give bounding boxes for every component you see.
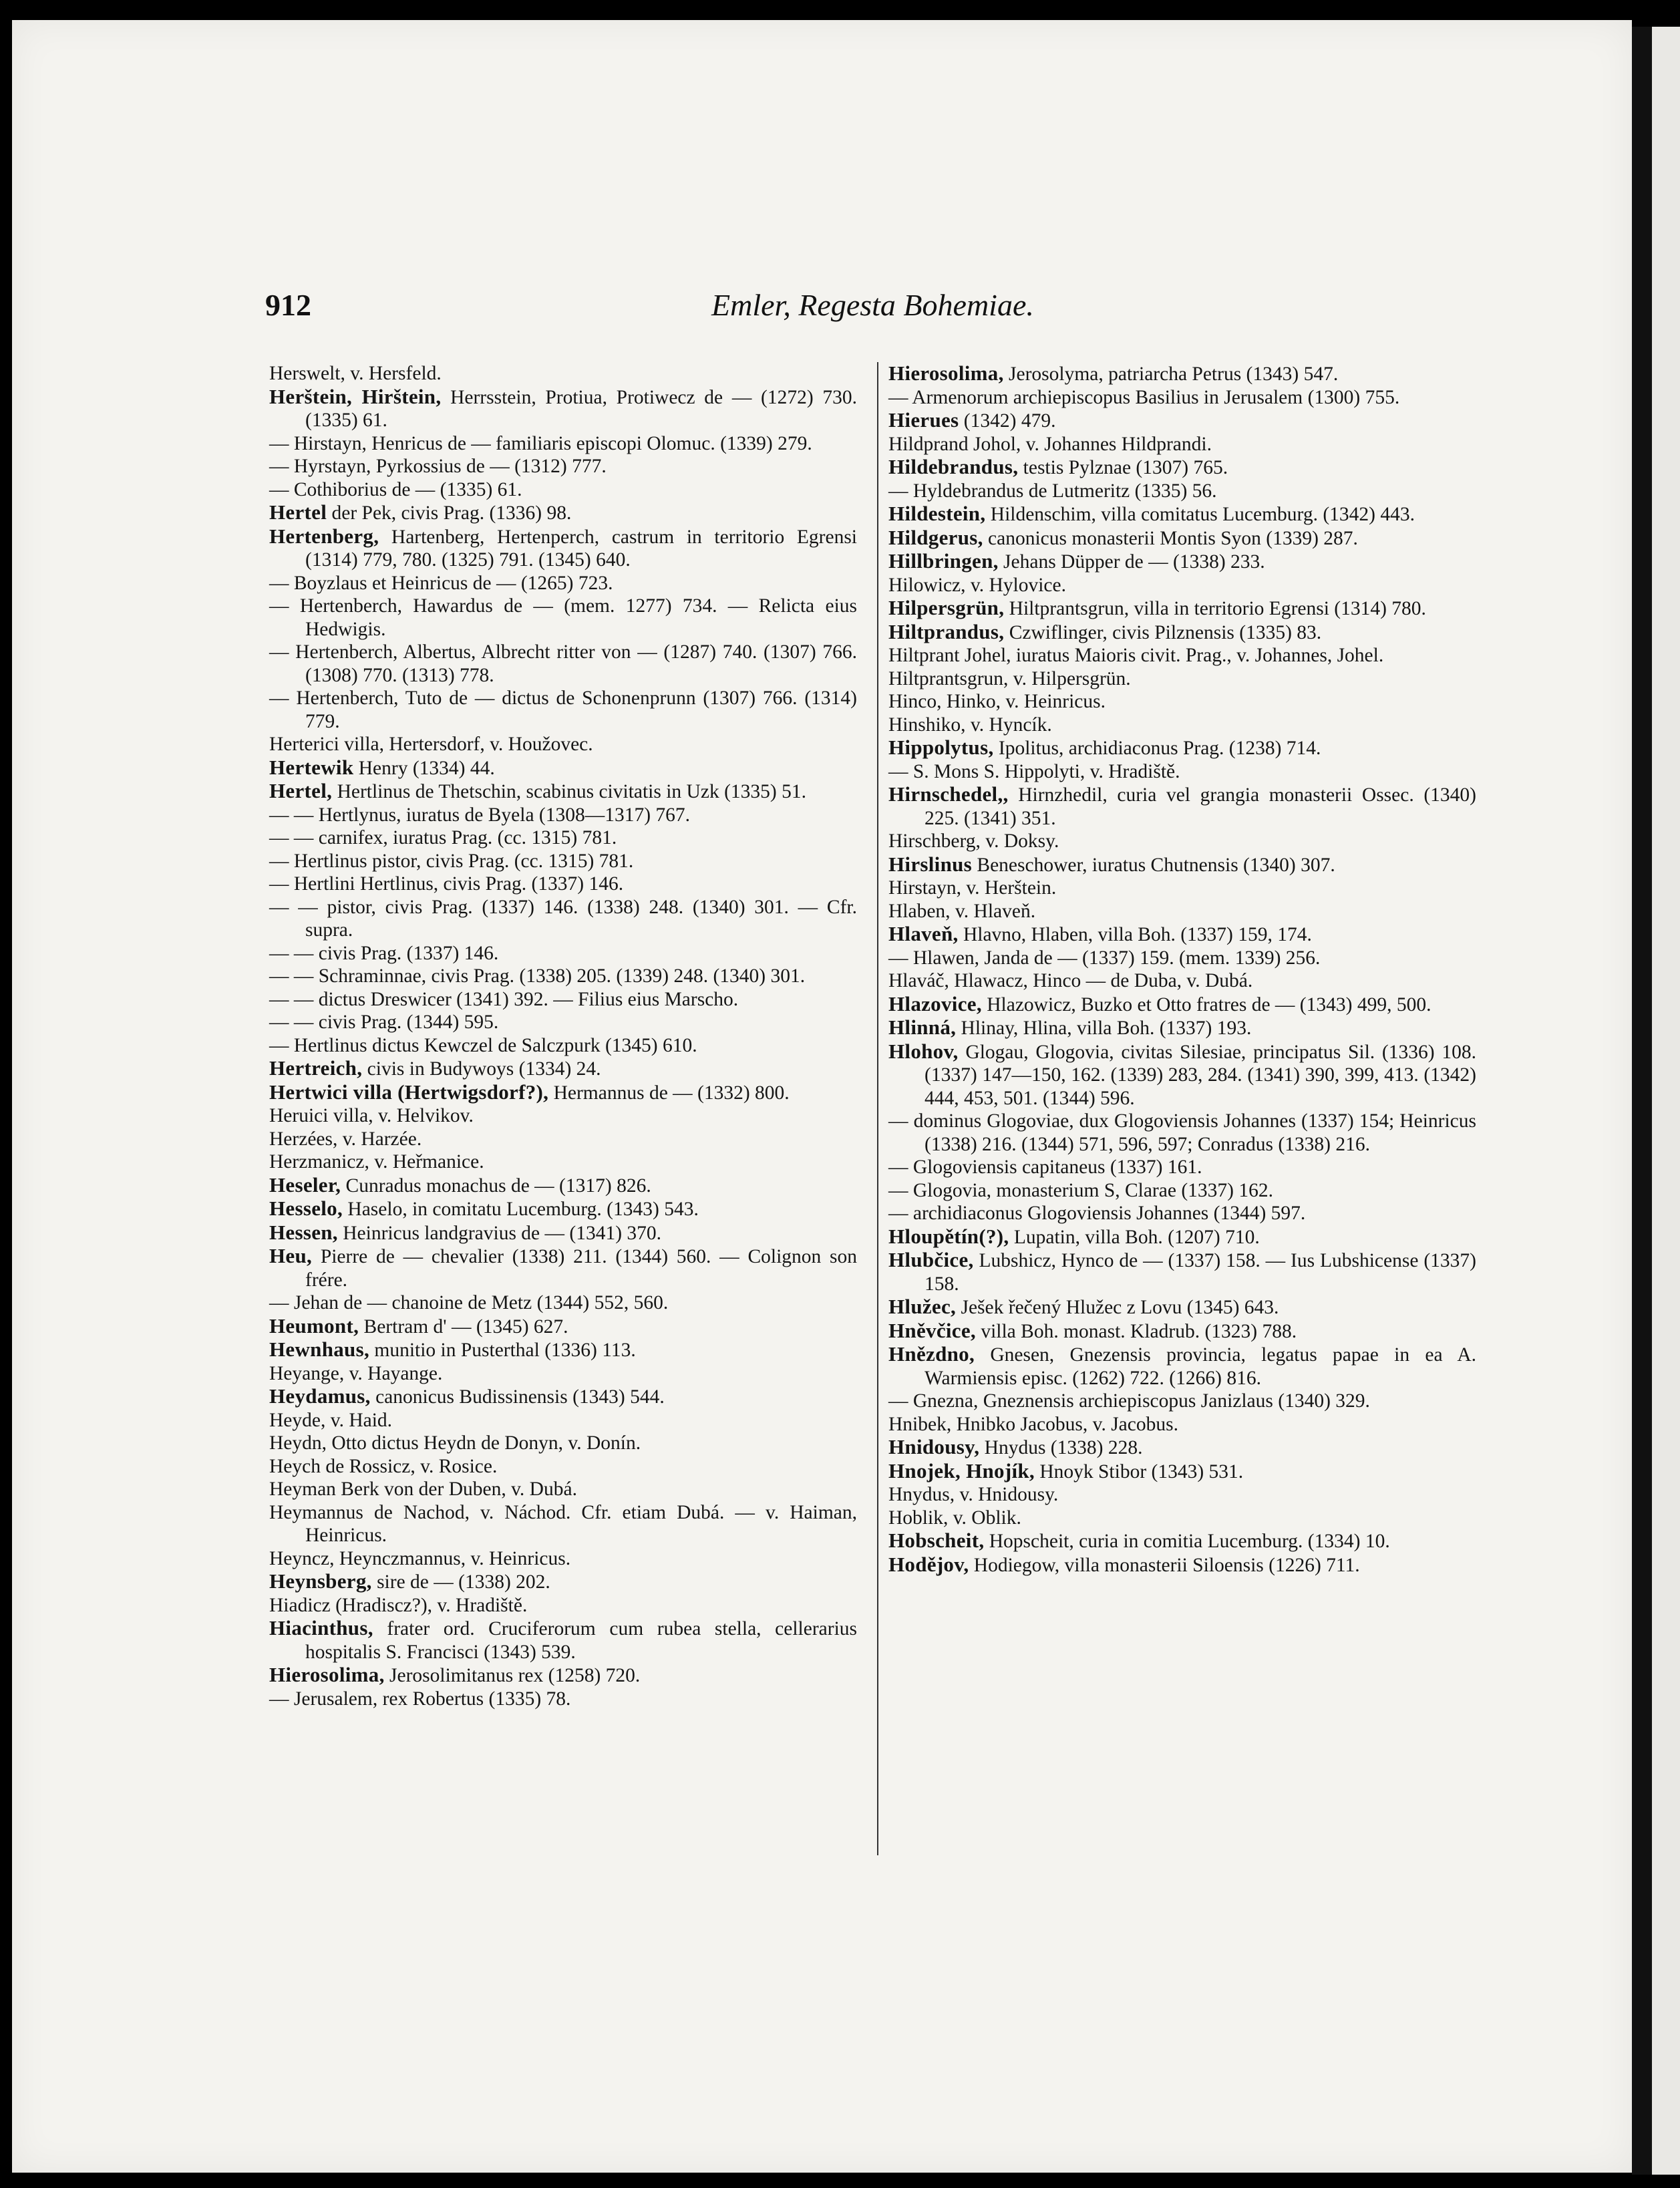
index-entry bbox=[269, 942, 857, 965]
entry-headword: Hillbringen, bbox=[888, 549, 999, 573]
index-entry bbox=[888, 480, 1476, 503]
entry-text: Heinricus landgravius de — (1341) 370. bbox=[337, 1222, 662, 1244]
index-entry bbox=[888, 783, 1476, 830]
index-entry bbox=[269, 804, 857, 827]
index-entry bbox=[888, 1319, 1476, 1344]
entry-headword: Hippolytus, bbox=[888, 736, 994, 759]
entry-text: Hirschberg, v. Doksy. bbox=[888, 830, 1059, 852]
index-entry bbox=[888, 502, 1476, 526]
entry-text: Heruici villa, v. Helvikov. bbox=[269, 1105, 474, 1126]
entry-text: Hartenberg, Hertenperch, castrum in territorio Egrensi (1314) 779, 780. (1325) 791. (1345) 640. bbox=[305, 526, 857, 571]
entry-headword: Hlužec, bbox=[888, 1295, 957, 1318]
right-column bbox=[888, 362, 1476, 1577]
entry-text: Heyange, v. Hayange. bbox=[269, 1362, 443, 1384]
entry-text: Hiltprantsgrun, v. Hilpersgrün. bbox=[888, 667, 1131, 689]
entry-headword: Hildestein, bbox=[888, 502, 986, 525]
entry-text: Ipolitus, archidiaconus Prag. (1238) 714. bbox=[993, 738, 1321, 759]
index-entry bbox=[888, 969, 1476, 993]
entry-text: — Cothiborius de — (1335) 61. bbox=[269, 478, 522, 500]
entry-headword: Hertenberg, bbox=[269, 524, 379, 548]
index-entry bbox=[269, 896, 857, 942]
index-entry bbox=[269, 988, 857, 1011]
entry-text: Hnydus, v. Hnidousy. bbox=[888, 1484, 1059, 1505]
entry-text: — — civis Prag. (1344) 595. bbox=[269, 1011, 499, 1033]
index-entry bbox=[888, 362, 1476, 386]
adjacent-page-sliver bbox=[1652, 27, 1680, 2175]
entry-text: Herrsstein, Protiua, Protiwecz de — (1272) 730. (1335) 61. bbox=[305, 386, 857, 431]
entry-text: Glogau, Glogovia, civitas Silesiae, principatus Sil. (1336) 108. (1337) 147—150, 162. (1339) 283, 284. (1341) 390, 399, 413. (1342) 444, 453, 501. (1344) 596. bbox=[925, 1041, 1476, 1109]
index-entry bbox=[269, 780, 857, 804]
entry-headword: Hierosolima, bbox=[269, 1663, 385, 1686]
entry-text: canonicus Budissinensis (1343) 544. bbox=[370, 1386, 665, 1408]
entry-headword: Hiltprandus, bbox=[888, 619, 1005, 643]
entry-headword: Hlubčice, bbox=[888, 1248, 974, 1271]
entry-headword: Hilpersgrün, bbox=[888, 596, 1005, 619]
index-entry bbox=[269, 1104, 857, 1128]
index-entry bbox=[269, 1547, 857, 1571]
index-entry bbox=[269, 595, 857, 641]
entry-headword: Hewnhaus, bbox=[269, 1338, 369, 1361]
index-entry bbox=[269, 525, 857, 572]
entry-text: Ješek řečený Hlužec z Lovu (1345) 643. bbox=[956, 1297, 1279, 1318]
entry-text: Heyde, v. Haid. bbox=[269, 1409, 393, 1431]
entry-text: Hiltprant Johel, iuratus Maioris civit. Prag., v. Johannes, Johel. bbox=[888, 645, 1384, 666]
index-entry bbox=[888, 1413, 1476, 1436]
entry-text: Jerosolimitanus rex (1258) 720. bbox=[384, 1665, 641, 1686]
index-entry bbox=[888, 550, 1476, 574]
index-entry bbox=[888, 993, 1476, 1017]
index-entry bbox=[269, 1409, 857, 1432]
entry-text: villa Boh. monast. Kladrub. (1323) 788. bbox=[975, 1320, 1297, 1342]
entry-headword: Hloupětín(?), bbox=[888, 1224, 1009, 1248]
entry-text: munitio in Pusterthal (1336) 113. bbox=[369, 1340, 636, 1361]
entry-headword: Hierues bbox=[888, 408, 959, 432]
index-entry bbox=[269, 478, 857, 502]
entry-text: Hodiegow, villa monasterii Siloensis (1226) 711. bbox=[969, 1554, 1360, 1576]
entry-text: (1342) 479. bbox=[959, 410, 1056, 432]
entry-text: Hlinay, Hlina, villa Boh. (1337) 193. bbox=[956, 1018, 1252, 1039]
index-entry bbox=[269, 965, 857, 988]
index-entry bbox=[888, 574, 1476, 597]
index-entry bbox=[269, 1197, 857, 1221]
entry-headword: Hlinná, bbox=[888, 1015, 957, 1039]
entry-text: canonicus monasterii Montis Syon (1339) 287. bbox=[983, 527, 1358, 549]
index-entry bbox=[888, 409, 1476, 433]
entry-text: — Glogoviensis capitaneus (1337) 161. bbox=[888, 1156, 1202, 1178]
index-entry bbox=[888, 923, 1476, 947]
entry-headword: Hildgerus, bbox=[888, 525, 983, 549]
page-number: 912 bbox=[265, 288, 311, 322]
entry-text: Gnesen, Gnezensis provincia, legatus papae in ea A. Warmiensis episc. (1262) 722. (1266) 816. bbox=[925, 1344, 1476, 1389]
index-entry bbox=[269, 1594, 857, 1617]
entry-text: Hertlinus de Thetschin, scabinus civitatis in Uzk (1335) 51. bbox=[332, 781, 806, 802]
index-entry bbox=[269, 1362, 857, 1386]
entry-headword: Hertwici villa (Hertwigsdorf?), bbox=[269, 1080, 549, 1104]
entry-text: — Jehan de — chanoine de Metz (1344) 552, 560. bbox=[269, 1292, 669, 1313]
entry-text: — Glogovia, monasterium S, Clarae (1337) 162. bbox=[888, 1179, 1273, 1201]
page-header bbox=[265, 287, 1033, 327]
index-entry bbox=[888, 1483, 1476, 1507]
entry-text: der Pek, civis Prag. (1336) 98. bbox=[327, 502, 572, 524]
index-entry bbox=[888, 736, 1476, 760]
left-column bbox=[269, 362, 857, 1710]
running-title: Emler, Regesta Bohemiae. bbox=[711, 288, 1034, 322]
entry-text: — — pistor, civis Prag. (1337) 146. (1338) 248. (1340) 301. — Cfr. supra. bbox=[269, 896, 857, 941]
index-entry bbox=[269, 1455, 857, 1478]
entry-text: Hirstayn, v. Herštein. bbox=[888, 877, 1057, 899]
index-entry bbox=[888, 760, 1476, 784]
entry-text: Jerosolyma, patriarcha Petrus (1343) 547. bbox=[1003, 363, 1339, 385]
index-entry bbox=[888, 1343, 1476, 1390]
entry-text: — — civis Prag. (1337) 146. bbox=[269, 942, 499, 964]
entry-headword: Hildebrandus, bbox=[888, 455, 1019, 478]
entry-text: Heyncz, Heynczmannus, v. Heinricus. bbox=[269, 1547, 571, 1569]
entry-headword: Hessen, bbox=[269, 1220, 338, 1244]
entry-text: Hlaben, v. Hlaveň. bbox=[888, 900, 1036, 922]
entry-headword: Heydamus, bbox=[269, 1384, 371, 1408]
index-entry bbox=[269, 1150, 857, 1174]
index-entry bbox=[269, 1385, 857, 1409]
page-edge-shadow bbox=[1632, 27, 1652, 2175]
entry-headword: Hierosolima, bbox=[888, 361, 1004, 385]
entry-text: Herterici villa, Hertersdorf, v. Houžovec. bbox=[269, 734, 593, 755]
entry-text: Heych de Rossicz, v. Rosice. bbox=[269, 1455, 498, 1477]
index-entry bbox=[888, 1436, 1476, 1460]
entry-headword: Hertewik bbox=[269, 755, 354, 779]
entry-headword: Hertel, bbox=[269, 779, 333, 802]
index-entry bbox=[269, 1688, 857, 1711]
index-entry bbox=[269, 756, 857, 780]
index-entry bbox=[269, 1315, 857, 1339]
index-entry bbox=[888, 433, 1476, 456]
entry-text: Heymannus de Nachod, v. Náchod. Cfr. etiam Dubá. — v. Haiman, Heinricus. bbox=[269, 1501, 857, 1546]
index-entry bbox=[888, 1225, 1476, 1249]
entry-text: — — dictus Dreswicer (1341) 392. — Filius eius Marscho. bbox=[269, 988, 739, 1010]
entry-headword: Hiacinthus, bbox=[269, 1616, 373, 1639]
index-entry bbox=[888, 1202, 1476, 1225]
entry-text: frater ord. Cruciferorum cum rubea stella, cellerarius hospitalis S. Francisci (1343) 539. bbox=[305, 1618, 857, 1663]
entry-text: — S. Mons S. Hippolyti, v. Hradiště. bbox=[888, 760, 1180, 782]
column-divider bbox=[877, 362, 878, 1855]
entry-text: — — carnifex, iuratus Prag. (cc. 1315) 781. bbox=[269, 827, 617, 848]
index-entry bbox=[888, 1156, 1476, 1179]
index-entry bbox=[888, 1553, 1476, 1577]
index-entry bbox=[888, 1249, 1476, 1295]
index-entry bbox=[888, 667, 1476, 691]
entry-text: Hilowicz, v. Hylovice. bbox=[888, 574, 1066, 596]
index-entry bbox=[888, 1016, 1476, 1040]
index-entry bbox=[269, 1245, 857, 1291]
index-entry bbox=[269, 873, 857, 896]
entry-text: Hlazowicz, Buzko et Otto fratres de — (1343) 499, 500. bbox=[981, 993, 1432, 1015]
entry-text: — Hirstayn, Henricus de — familiaris episcopi Olomuc. (1339) 279. bbox=[269, 432, 812, 454]
index-entry bbox=[269, 850, 857, 873]
index-entry bbox=[888, 621, 1476, 645]
entry-text: Hnoyk Stibor (1343) 531. bbox=[1034, 1460, 1244, 1482]
entry-headword: Hnojek, Hnojík, bbox=[888, 1458, 1035, 1482]
index-entry bbox=[888, 386, 1476, 410]
index-entry bbox=[269, 641, 857, 687]
entry-text: — Hertlinus pistor, civis Prag. (cc. 1315) 781. bbox=[269, 850, 634, 872]
entry-text: Hoblik, v. Oblik. bbox=[888, 1507, 1021, 1529]
entry-text: — Hertenberch, Hawardus de — (mem. 1277) 734. — Relicta eius Hedwigis. bbox=[269, 595, 857, 640]
entry-text: Hlavno, Hlaben, villa Boh. (1337) 159, 174. bbox=[958, 924, 1312, 945]
index-entry bbox=[269, 1617, 857, 1664]
entry-text: Bertram d' — (1345) 627. bbox=[359, 1315, 568, 1338]
entry-text: Hnydus (1338) 228. bbox=[979, 1437, 1143, 1458]
entry-text: civis in Budywoys (1334) 24. bbox=[362, 1058, 601, 1080]
entry-text: — Armenorum archiepiscopus Basilius in Jerusalem (1300) 755. bbox=[888, 386, 1400, 408]
index-entry bbox=[269, 1478, 857, 1501]
index-entry bbox=[888, 714, 1476, 737]
entry-text: Beneschower, iuratus Chutnensis (1340) 307. bbox=[972, 854, 1335, 876]
entry-text: — archidiaconus Glogoviensis Johannes (1344) 597. bbox=[888, 1203, 1306, 1224]
entry-headword: Hesselo, bbox=[269, 1197, 343, 1220]
entry-text: Czwiflinger, civis Pilznensis (1335) 83. bbox=[1004, 621, 1322, 643]
index-entry bbox=[888, 1529, 1476, 1553]
entry-text: Herzmanicz, v. Heřmanice. bbox=[269, 1151, 484, 1173]
index-entry bbox=[269, 1664, 857, 1688]
entry-text: Hiadicz (Hradiscz?), v. Hradiště. bbox=[269, 1594, 528, 1616]
entry-text: Herzées, v. Harzée. bbox=[269, 1128, 422, 1150]
entry-text: Hirnzhedil, curia vel grangia monasterii Ossec. (1340) 225. (1341) 351. bbox=[925, 784, 1476, 829]
index-entry bbox=[269, 362, 857, 385]
entry-headword: Hněvčice, bbox=[888, 1318, 976, 1342]
index-entry bbox=[269, 1570, 857, 1594]
entry-text: — Hlawen, Janda de — (1337) 159. (mem. 1339) 256. bbox=[888, 947, 1321, 969]
index-entry bbox=[269, 1432, 857, 1455]
entry-headword: Hnidousy, bbox=[888, 1435, 980, 1458]
entry-text: Heydn, Otto dictus Heydn de Donyn, v. Donín. bbox=[269, 1432, 641, 1454]
index-entry bbox=[888, 830, 1476, 853]
index-entry bbox=[888, 1179, 1476, 1203]
index-entry bbox=[269, 455, 857, 478]
index-entry bbox=[269, 501, 857, 525]
entry-text: — Hyrstayn, Pyrkossius de — (1312) 777. bbox=[269, 456, 607, 477]
entry-text: Heyman Berk von der Duben, v. Dubá. bbox=[269, 1478, 577, 1500]
entry-headword: Hodějov, bbox=[888, 1552, 969, 1576]
index-entry bbox=[269, 1011, 857, 1034]
entry-text: Hinshiko, v. Hyncík. bbox=[888, 714, 1052, 736]
entry-text: Herswelt, v. Hersfeld. bbox=[269, 363, 442, 384]
entry-text: sire de — (1338) 202. bbox=[371, 1571, 550, 1593]
entry-text: Hinco, Hinko, v. Heinricus. bbox=[888, 691, 1106, 712]
entry-text: — Hertenberch, Albertus, Albrecht ritter von — (1287) 740. (1307) 766. (1308) 770. (1313) 778. bbox=[269, 641, 857, 686]
entry-headword: Hertel bbox=[269, 500, 327, 524]
entry-headword: Hlaveň, bbox=[888, 922, 959, 945]
index-entry bbox=[269, 1128, 857, 1151]
index-entry bbox=[269, 826, 857, 850]
entry-headword: Hnězdno, bbox=[888, 1342, 975, 1366]
entry-text: Hnibek, Hnibko Jacobus, v. Jacobus. bbox=[888, 1413, 1178, 1435]
index-entry bbox=[888, 1040, 1476, 1110]
index-entry bbox=[269, 572, 857, 595]
entry-headword: Heu, bbox=[269, 1244, 313, 1267]
index-entry bbox=[888, 1390, 1476, 1413]
entry-headword: Hirslinus bbox=[888, 852, 973, 876]
index-entry bbox=[269, 687, 857, 733]
index-entry bbox=[269, 1338, 857, 1362]
entry-text: Jehans Düpper de — (1338) 233. bbox=[998, 551, 1265, 573]
index-entry bbox=[269, 1501, 857, 1547]
index-entry bbox=[888, 1110, 1476, 1156]
entry-text: Hermannus de — (1332) 800. bbox=[548, 1082, 790, 1104]
entry-headword: Heynsberg, bbox=[269, 1569, 372, 1593]
index-entry bbox=[888, 1507, 1476, 1530]
entry-text: — Hertenberch, Tuto de — dictus de Schonenprunn (1307) 766. (1314) 779. bbox=[269, 687, 857, 732]
index-entry bbox=[888, 597, 1476, 621]
entry-text: testis Pylznae (1307) 765. bbox=[1018, 457, 1228, 478]
entry-text: — — Schraminnae, civis Prag. (1338) 205. (1339) 248. (1340) 301. bbox=[269, 965, 806, 987]
entry-text: — Hyldebrandus de Lutmeritz (1335) 56. bbox=[888, 480, 1217, 502]
index-entry bbox=[269, 1034, 857, 1058]
index-entry bbox=[888, 947, 1476, 970]
entry-text: — Hertlinus dictus Kewczel de Salczpurk (1345) 610. bbox=[269, 1034, 697, 1056]
index-entry bbox=[269, 733, 857, 756]
entry-headword: Hlazovice, bbox=[888, 991, 982, 1015]
entry-text: — Gnezna, Gneznensis archiepiscopus Janizlaus (1340) 329. bbox=[888, 1390, 1370, 1412]
entry-text: Lubshicz, Hynco de — (1337) 158. — Ius Lubshicense (1337) 158. bbox=[925, 1250, 1476, 1295]
index-entry bbox=[269, 1057, 857, 1081]
index-entry bbox=[888, 900, 1476, 923]
index-entry bbox=[269, 1081, 857, 1105]
index-entry bbox=[888, 1460, 1476, 1484]
entry-text: — — Hertlynus, iuratus de Byela (1308—1317) 767. bbox=[269, 804, 691, 826]
entry-headword: Herštein, Hirštein, bbox=[269, 384, 442, 408]
index-entry bbox=[269, 432, 857, 456]
index-entry bbox=[888, 877, 1476, 900]
entry-text: Hiltprantsgrun, villa in territorio Egrensi (1314) 780. bbox=[1004, 598, 1426, 619]
entry-text: — Boyzlaus et Heinricus de — (1265) 723. bbox=[269, 572, 613, 594]
entry-headword: Heumont, bbox=[269, 1313, 359, 1338]
entry-text: Hildprand Johol, v. Johannes Hildprandi. bbox=[888, 433, 1212, 455]
index-entry bbox=[269, 1291, 857, 1315]
index-entry bbox=[888, 1295, 1476, 1319]
entry-text: — Jerusalem, rex Robertus (1335) 78. bbox=[269, 1688, 571, 1710]
entry-headword: Hobscheit, bbox=[888, 1529, 985, 1552]
index-entry bbox=[888, 853, 1476, 877]
index-entry bbox=[888, 526, 1476, 551]
entry-text: Pierre de — chevalier (1338) 211. (1344) 560. — Colignon son frére. bbox=[305, 1246, 857, 1291]
entry-text: — dominus Glogoviae, dux Glogoviensis Johannes (1337) 154; Heinricus (1338) 216. (1344) 571, 596, 597; Conradus (1338) 216. bbox=[888, 1110, 1476, 1155]
index-entry bbox=[269, 1221, 857, 1245]
index-entry bbox=[888, 690, 1476, 714]
index-entry bbox=[269, 1174, 857, 1198]
index-entry bbox=[269, 385, 857, 432]
entry-text: Haselo, in comitatu Lucemburg. (1343) 543. bbox=[343, 1199, 699, 1220]
entry-text: Hlaváč, Hlawacz, Hinco — de Duba, v. Dubá. bbox=[888, 970, 1253, 991]
entry-text: Hopscheit, curia in comitia Lucemburg. (1334) 10. bbox=[984, 1531, 1390, 1552]
entry-text: Lupatin, villa Boh. (1207) 710. bbox=[1009, 1226, 1260, 1248]
entry-text: — Hertlini Hertlinus, civis Prag. (1337) 146. bbox=[269, 873, 624, 895]
entry-headword: Hertreich, bbox=[269, 1056, 363, 1080]
entry-headword: Heseler, bbox=[269, 1173, 341, 1197]
index-entry bbox=[888, 456, 1476, 480]
entry-headword: Hlohov, bbox=[888, 1039, 959, 1063]
entry-text: Hildenschim, villa comitatus Lucemburg. (1342) 443. bbox=[985, 504, 1415, 525]
entry-text: Henry (1334) 44. bbox=[353, 757, 495, 779]
index-entry bbox=[888, 644, 1476, 667]
entry-headword: Hirnschedel,, bbox=[888, 782, 1009, 806]
entry-text: Cunradus monachus de — (1317) 826. bbox=[341, 1175, 651, 1197]
